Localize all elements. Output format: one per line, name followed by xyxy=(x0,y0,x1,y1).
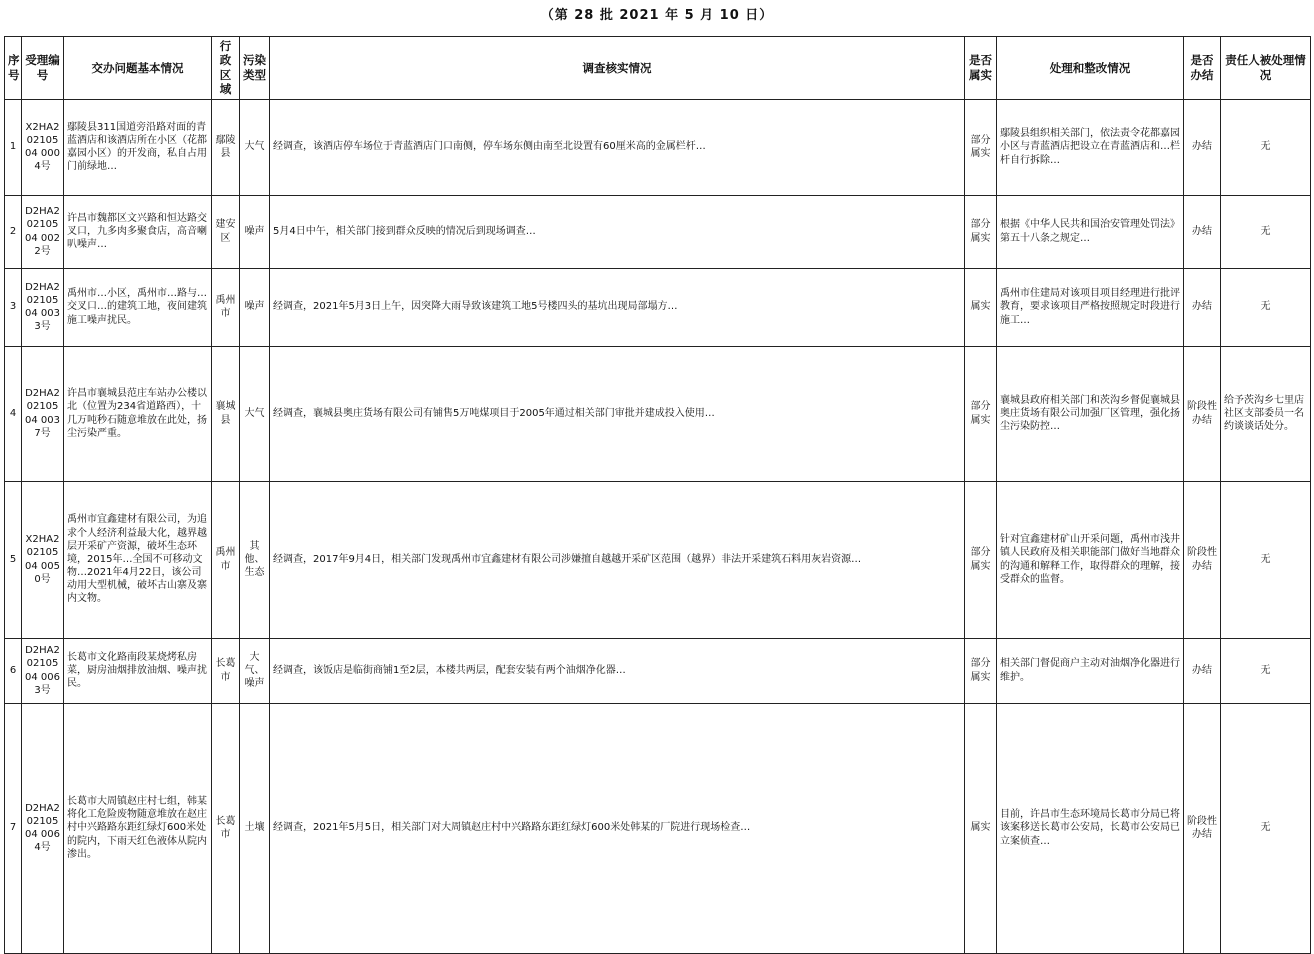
cell-handling: 目前，许昌市生态环境局长葛市分局已将该案移送长葛市公安局，长葛市公安局已立案侦查… xyxy=(997,703,1184,953)
table-row xyxy=(5,481,1311,638)
cell-handling: 鄢陵县组织相关部门，依法责令花都嘉园小区与青蓝酒店把设立在青蓝酒店和…栏杆自行拆除… xyxy=(997,99,1184,195)
cell-investigation: 经调查，该饭店是临街商铺1至2层，本楼共两层，配套安装有两个油烟净化器… xyxy=(270,638,965,703)
header-pollution: 污染类型 xyxy=(240,37,270,100)
table-row xyxy=(5,346,1311,481)
cell-id: D2HA20210504 0022号 xyxy=(22,195,64,268)
cell-seq: 4 xyxy=(5,346,22,481)
cell-issue: 长葛市文化路南段某烧烤私房菜，厨房油烟排放油烟、噪声扰民。 xyxy=(64,638,212,703)
cell-handling: 根据《中华人民共和国治安管理处罚法》第五十八条之规定… xyxy=(997,195,1184,268)
cell-pollution: 噪声 xyxy=(240,268,270,346)
cell-done: 阶段性办结 xyxy=(1184,703,1221,953)
cell-district: 长葛市 xyxy=(212,703,240,953)
header-seq: 序号 xyxy=(5,37,22,100)
cell-pollution: 大气 xyxy=(240,346,270,481)
table-row xyxy=(5,638,1311,703)
cell-district: 禹州市 xyxy=(212,268,240,346)
cell-issue: 许昌市襄城县范庄车站办公楼以北（位置为234省道路西），十几万吨秒石随意堆放在此处，扬尘污染严重。 xyxy=(64,346,212,481)
cases-table xyxy=(4,36,1311,954)
cell-penalty: 无 xyxy=(1221,703,1311,953)
header-issue: 交办问题基本情况 xyxy=(64,37,212,100)
header-id: 受理编号 xyxy=(22,37,64,100)
cell-investigation: 经调查，该酒店停车场位于青蓝酒店门口南侧，停车场东侧由南至北设置有60厘米高的金属栏杆… xyxy=(270,99,965,195)
cell-district: 建安区 xyxy=(212,195,240,268)
cell-done: 阶段性办结 xyxy=(1184,481,1221,638)
cell-investigation: 经调查，2021年5月5日，相关部门对大周镇赵庄村中兴路路东距红绿灯600米处韩某的厂院进行现场检查… xyxy=(270,703,965,953)
cell-id: X2HA20210504 0004号 xyxy=(22,99,64,195)
cell-district: 襄城县 xyxy=(212,346,240,481)
cell-pollution: 其他、生态 xyxy=(240,481,270,638)
cell-id: X2HA20210504 0050号 xyxy=(22,481,64,638)
header-handling: 处理和整改情况 xyxy=(997,37,1184,100)
cell-investigation: 5月4日中午，相关部门接到群众反映的情况后到现场调查… xyxy=(270,195,965,268)
cell-seq: 6 xyxy=(5,638,22,703)
cell-done: 办结 xyxy=(1184,195,1221,268)
cell-investigation: 经调查，襄城县奥庄货场有限公司有铺售5万吨煤项目于2005年通过相关部门审批并建成投入使用… xyxy=(270,346,965,481)
cell-district: 长葛市 xyxy=(212,638,240,703)
cell-pollution: 大气 xyxy=(240,99,270,195)
cell-id: D2HA20210504 0063号 xyxy=(22,638,64,703)
cell-district: 鄢陵县 xyxy=(212,99,240,195)
cell-seq: 5 xyxy=(5,481,22,638)
header-investigation: 调查核实情况 xyxy=(270,37,965,100)
header-done: 是否办结 xyxy=(1184,37,1221,100)
cell-pollution: 土壤 xyxy=(240,703,270,953)
cell-penalty: 无 xyxy=(1221,481,1311,638)
cell-id: D2HA20210504 0064号 xyxy=(22,703,64,953)
cell-seq: 7 xyxy=(5,703,22,953)
batch-title: （第 28 批 2021 年 5 月 10 日） xyxy=(540,8,774,23)
cell-id: D2HA20210504 0037号 xyxy=(22,346,64,481)
cell-penalty: 无 xyxy=(1221,195,1311,268)
cell-verified: 部分属实 xyxy=(965,195,997,268)
cell-verified: 部分属实 xyxy=(965,638,997,703)
table-row xyxy=(5,703,1311,953)
cell-done: 办结 xyxy=(1184,638,1221,703)
header-row xyxy=(5,37,1311,100)
header-verified: 是否属实 xyxy=(965,37,997,100)
table-row xyxy=(5,268,1311,346)
cell-penalty: 给予茨沟乡七里店社区支部委员一名约谈谈话处分。 xyxy=(1221,346,1311,481)
cell-issue: 禹州市宜鑫建材有限公司，为追求个人经济利益最大化，越界越层开采矿产资源，破坏生态环境，2015年…全国不可移动文物…2021年4月22日，该公司动用大型机械，破坏古山寨及寨内文物。 xyxy=(64,481,212,638)
cell-seq: 3 xyxy=(5,268,22,346)
cell-investigation: 经调查，2017年9月4日，相关部门发现禹州市宜鑫建材有限公司涉嫌擅自越越开采矿区范围（越界）非法开采建筑石料用灰岩资源… xyxy=(270,481,965,638)
cell-handling: 相关部门督促商户主动对油烟净化器进行维护。 xyxy=(997,638,1184,703)
cell-verified: 属实 xyxy=(965,268,997,346)
cell-handling: 襄城县政府相关部门和茨沟乡督促襄城县奥庄货场有限公司加强厂区管理，强化扬尘污染防控… xyxy=(997,346,1184,481)
cell-seq: 2 xyxy=(5,195,22,268)
cell-verified: 部分属实 xyxy=(965,99,997,195)
table-row xyxy=(5,195,1311,268)
cell-done: 办结 xyxy=(1184,99,1221,195)
cell-issue: 禹州市…小区，禹州市…路与…交叉口…的建筑工地，夜间建筑施工噪声扰民。 xyxy=(64,268,212,346)
cell-seq: 1 xyxy=(5,99,22,195)
cell-id: D2HA20210504 0033号 xyxy=(22,268,64,346)
cell-verified: 属实 xyxy=(965,703,997,953)
cell-issue: 长葛市大周镇赵庄村七组，韩某将化工危险废物随意堆放在赵庄村中兴路路东距红绿灯600米处的院内，下雨天红色液体从院内渗出。 xyxy=(64,703,212,953)
header-district: 行政区域 xyxy=(212,37,240,100)
cell-penalty: 无 xyxy=(1221,638,1311,703)
cell-verified: 部分属实 xyxy=(965,346,997,481)
cell-penalty: 无 xyxy=(1221,268,1311,346)
header-penalty: 责任人被处理情况 xyxy=(1221,37,1311,100)
cell-done: 办结 xyxy=(1184,268,1221,346)
cell-pollution: 大气、噪声 xyxy=(240,638,270,703)
cell-issue: 许昌市魏都区文兴路和恒达路交叉口，九多肉多聚食店，高音喇叭噪声… xyxy=(64,195,212,268)
cell-penalty: 无 xyxy=(1221,99,1311,195)
cell-district: 禹州市 xyxy=(212,481,240,638)
cell-investigation: 经调查，2021年5月3日上午，因突降大雨导致该建筑工地5号楼四头的基坑出现局部塌方… xyxy=(270,268,965,346)
table-row xyxy=(5,99,1311,195)
cell-pollution: 噪声 xyxy=(240,195,270,268)
cell-issue: 鄢陵县311国道旁沿路对面的青蓝酒店和该酒店所在小区（花都嘉园小区）的开发商，私自占用门前绿地… xyxy=(64,99,212,195)
cell-handling: 针对宜鑫建材矿山开采问题，禹州市浅井镇人民政府及相关职能部门做好当地群众的沟通和解释工作，取得群众的理解，接受群众的监督。 xyxy=(997,481,1184,638)
cell-done: 阶段性办结 xyxy=(1184,346,1221,481)
cell-verified: 部分属实 xyxy=(965,481,997,638)
cell-handling: 禹州市住建局对该项目项目经理进行批评教育，要求该项目严格按照规定时段进行施工… xyxy=(997,268,1184,346)
